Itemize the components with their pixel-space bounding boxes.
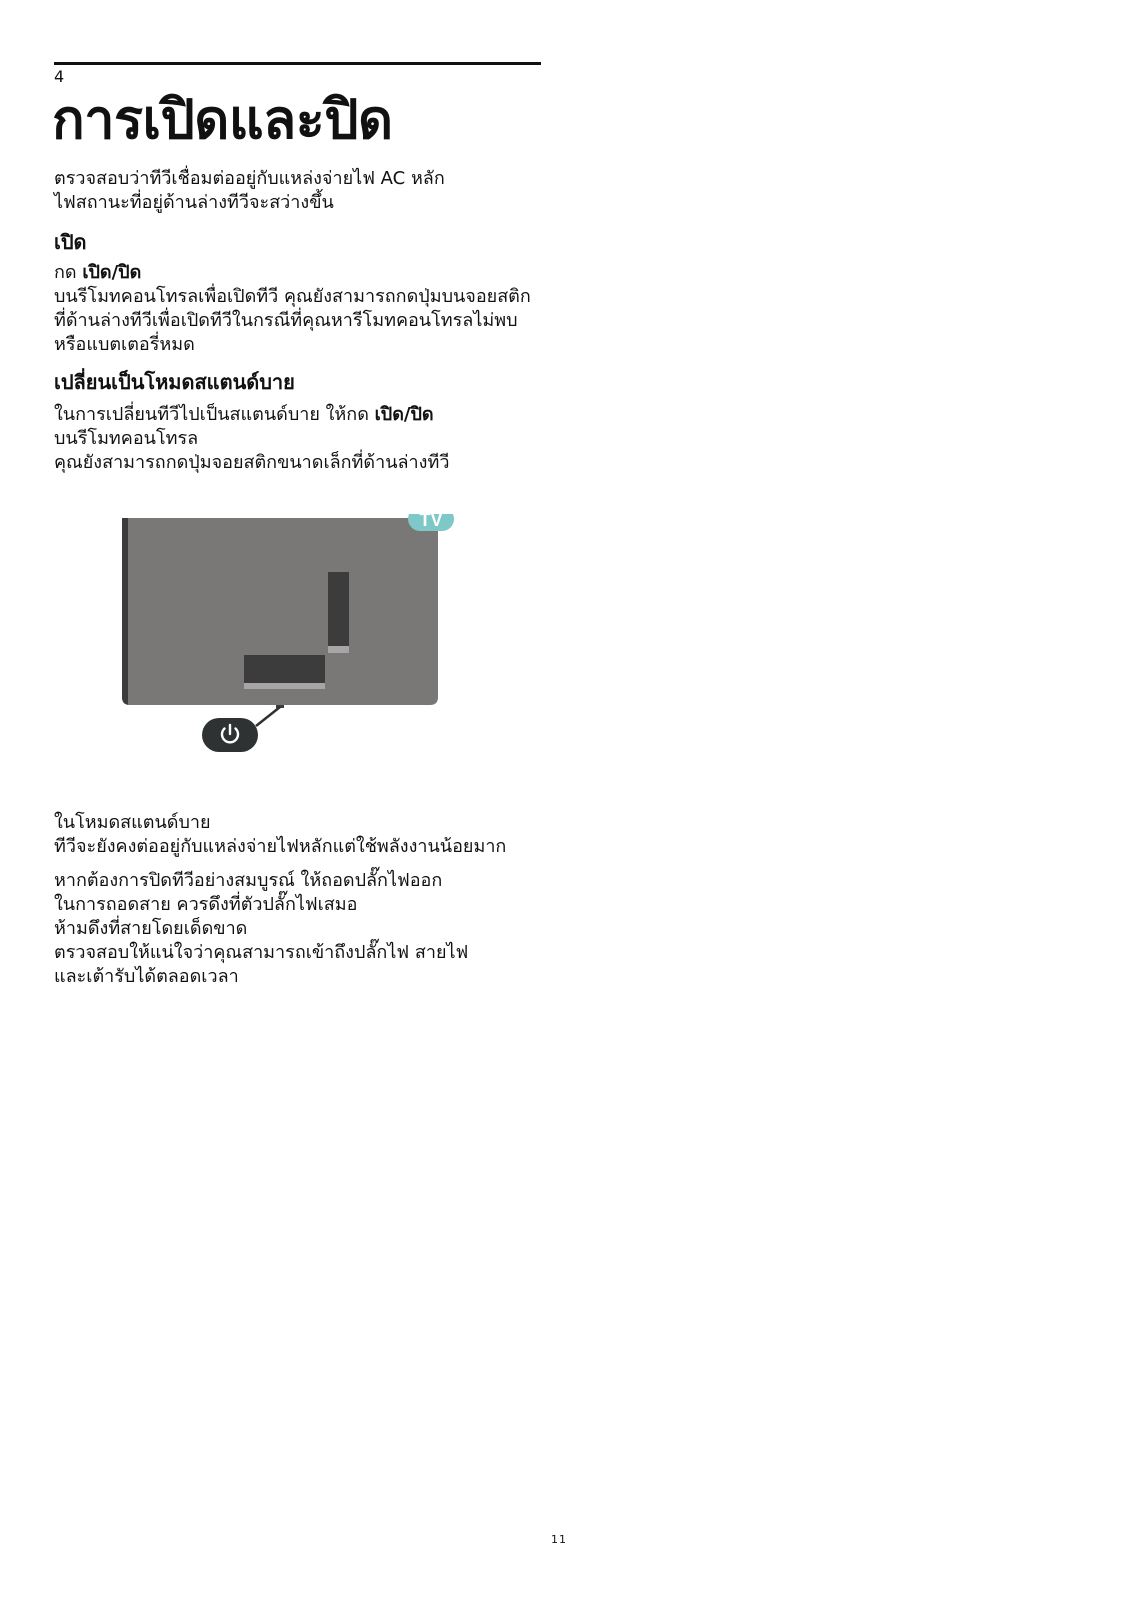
tv-panel-horizontal	[244, 655, 325, 683]
intro-paragraph	[54, 167, 614, 215]
section-heading-on: เปิด	[54, 230, 87, 254]
press-prefix: กด	[54, 262, 83, 283]
section-heading-standby: เปลี่ยนเป็นโหมดสแตนด์บาย	[54, 370, 295, 394]
standby-note-line: ในโหมดสแตนด์บาย	[54, 812, 211, 833]
chapter-number: 4	[54, 67, 65, 86]
power-off-note	[54, 869, 614, 989]
power-off-line: หากต้องการปิดทีวีอย่างสมบูรณ์ ให้ถอดปลั๊กไฟออก	[54, 870, 443, 891]
power-off-line: ห้ามดึงที่สายโดยเด็ดขาด	[54, 918, 248, 939]
standby-note-line: ทีวีจะยังคงต่ออยู่กับแหล่งจ่ายไฟหลักแต่ใช้พลังงานน้อยมาก	[54, 836, 507, 857]
chapter-rule	[54, 62, 541, 65]
power-off-line: ในการถอดสาย ควรดึงที่ตัวปลั๊กไฟเสมอ	[54, 894, 358, 915]
power-on-line: บนรีโมทคอนโทรลเพื่อเปิดทีวี คุณยังสามารถกดปุ่มบนจอยสติก	[54, 286, 531, 307]
standby-line: บนรีโมทคอนโทรล	[54, 428, 199, 449]
chapter-title: การเปิดและปิด	[52, 88, 393, 151]
standby-note	[54, 811, 614, 859]
tv-panel-vertical	[328, 572, 349, 646]
tv-panel-vertical-base	[328, 646, 349, 653]
power-on-line: หรือแบตเตอรี่หมด	[54, 334, 195, 355]
power-key-label: เปิด/ปิด	[82, 262, 142, 283]
power-key-label: เปิด/ปิด	[374, 404, 434, 425]
tv-panel-horizontal-base	[244, 683, 325, 689]
standby-prefix: ในการเปลี่ยนทีวีไปเป็นสแตนด์บาย ให้กด	[54, 404, 375, 425]
tv-illustration	[118, 514, 464, 776]
standby-paragraph	[54, 403, 614, 475]
power-off-line: ตรวจสอบให้แน่ใจว่าคุณสามารถเข้าถึงปลั๊กไฟ สายไฟ	[54, 942, 469, 963]
power-on-line: ที่ด้านล่างทีวีเพื่อเปิดทีวีในกรณีที่คุณหารีโมทคอนโทรลไม่พบ	[54, 310, 518, 331]
intro-line: ไฟสถานะที่อยู่ด้านล่างทีวีจะสว่างขึ้น	[54, 192, 334, 213]
power-off-line: และเต้ารับได้ตลอดเวลา	[54, 966, 239, 987]
standby-line: คุณยังสามารถกดปุ่มจอยสติกขนาดเล็กที่ด้านล่างทีวี	[54, 452, 450, 473]
intro-line: ตรวจสอบว่าทีวีเชื่อมต่ออยู่กับแหล่งจ่ายไฟ AC หลัก	[54, 168, 445, 189]
power-on-line	[54, 261, 614, 285]
tv-badge-label: TV	[419, 514, 443, 530]
power-on-paragraph	[54, 261, 614, 357]
standby-line	[54, 403, 614, 427]
page-number: 11	[551, 1533, 567, 1546]
callout-line	[256, 707, 280, 726]
